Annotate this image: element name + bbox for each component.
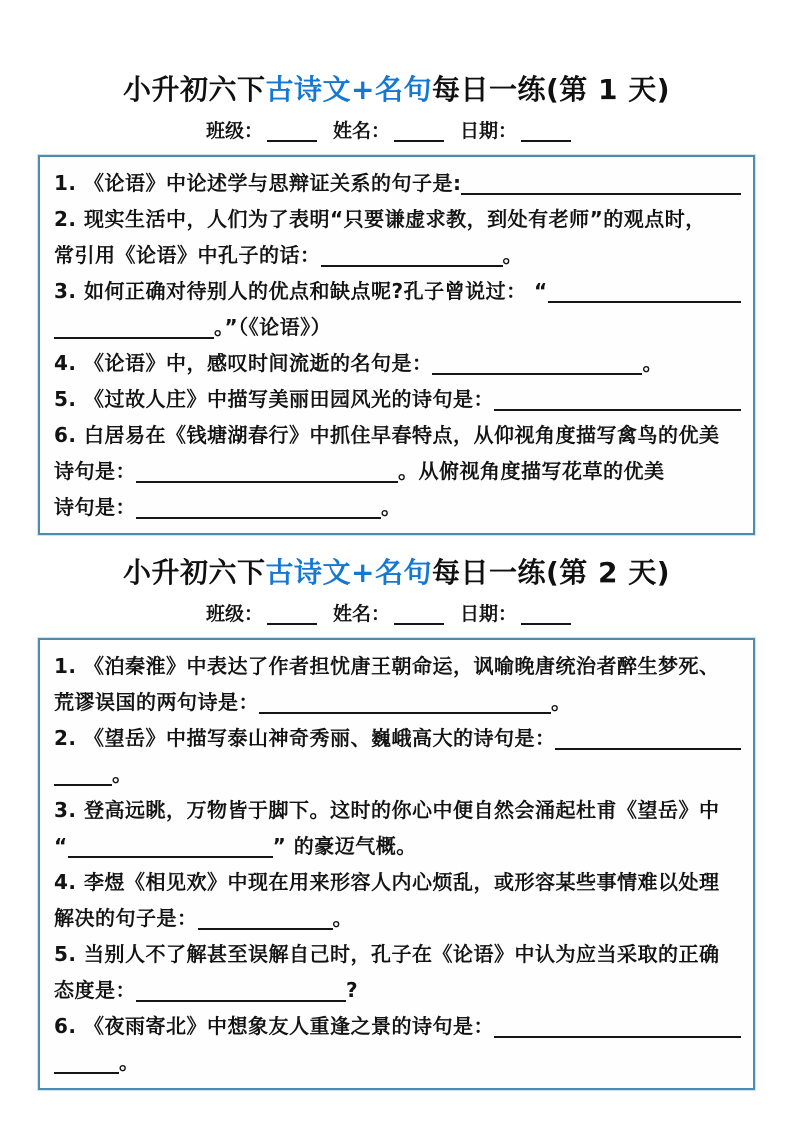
question-text: 2. 《望岳》中描写泰山神奇秀丽、巍峨高大的诗句是： [54, 726, 556, 750]
question-text: 。 [502, 243, 523, 267]
question-text: 4. 《论语》中，感叹时间流逝的名句是： [54, 351, 433, 375]
worksheet-day1 [38, 68, 755, 535]
question-text: 2. 现实生活中，人们为了表明“只要谦虚求教，到处有老师”的观点时， [54, 207, 706, 231]
name-blank [394, 619, 444, 625]
answer-blank [198, 924, 333, 930]
question-box-day1 [38, 155, 755, 535]
name-label: 姓名： [332, 120, 390, 142]
date-blank [521, 619, 571, 625]
question-line [54, 273, 741, 309]
question-text: 。 [112, 762, 133, 786]
question-line [54, 864, 741, 900]
question-text: 荒谬误国的两句诗是： [54, 690, 259, 714]
answer-blank [548, 297, 741, 303]
title-prefix: 小升初六下 [122, 73, 266, 106]
question-line [54, 165, 741, 201]
title-suffix: 每日一练(第 1 天) [431, 73, 671, 106]
question-text: 。 [119, 1050, 140, 1074]
question-text: 。 [381, 495, 402, 519]
answer-blank [136, 513, 381, 519]
title-highlight: 古诗文+名句 [265, 73, 432, 106]
question-line [54, 756, 741, 792]
answer-blank [555, 744, 741, 750]
answer-blank [54, 780, 112, 786]
student-info-line [38, 599, 755, 626]
question-text: 态度是： [54, 978, 136, 1002]
question-text: ” 的豪迈气概。 [272, 834, 417, 858]
question-line [54, 720, 741, 756]
question-text: 。”（《论语》） [214, 315, 332, 339]
question-line [54, 201, 741, 237]
question-box-day2 [38, 638, 755, 1090]
page-title-day1 [38, 68, 755, 108]
answer-blank [54, 333, 214, 339]
question-line [54, 936, 741, 972]
question-text: 4. 李煜《相见欢》中现在用来形容人内心烦乱，或形容某些事情难以处理 [54, 870, 720, 894]
title-highlight: 古诗文+名句 [265, 556, 432, 589]
question-text: ? [346, 978, 359, 1002]
question-line [54, 1044, 741, 1080]
question-line [54, 237, 741, 273]
question-line [54, 453, 741, 489]
date-label: 日期： [460, 120, 518, 142]
question-text: 3. 登高远眺，万物皆于脚下。这时的你心中便自然会涌起杜甫《望岳》中 [54, 798, 720, 822]
answer-blank [461, 189, 741, 195]
question-text: 。 [551, 690, 572, 714]
question-line [54, 381, 741, 417]
class-label: 班级： [205, 120, 263, 142]
question-text: “ [54, 834, 68, 858]
name-blank [394, 136, 444, 142]
answer-blank [432, 369, 642, 375]
answer-blank [136, 477, 398, 483]
question-text: 6. 《夜雨寄北》中想象友人重逢之景的诗句是： [54, 1014, 494, 1038]
question-text: 诗句是： [54, 495, 136, 519]
question-text: 。 [642, 351, 663, 375]
answer-blank [136, 996, 346, 1002]
class-blank [267, 619, 317, 625]
question-line [54, 792, 741, 828]
title-prefix: 小升初六下 [122, 556, 266, 589]
question-text: 5. 《过故人庄》中描写美丽田园风光的诗句是： [54, 387, 494, 411]
answer-blank [68, 852, 273, 858]
name-label: 姓名： [332, 603, 390, 625]
class-label: 班级： [205, 603, 263, 625]
date-label: 日期： [460, 603, 518, 625]
question-line [54, 900, 741, 936]
answer-blank [321, 261, 503, 267]
answer-blank [259, 708, 551, 714]
question-line [54, 1008, 741, 1044]
question-line [54, 972, 741, 1008]
question-text: 1. 《论语》中论述学与思辩证关系的句子是: [54, 171, 462, 195]
question-text: 解决的句子是： [54, 906, 198, 930]
question-text: 1. 《泊秦淮》中表达了作者担忧唐王朝命运，讽喻晚唐统治者醉生梦死、 [54, 654, 720, 678]
question-text: 3. 如何正确对待别人的优点和缺点呢?孔子曾说过： “ [54, 279, 548, 303]
question-text: 5. 当别人不了解甚至误解自己时，孔子在《论语》中认为应当采取的正确 [54, 942, 720, 966]
question-line [54, 648, 741, 684]
question-line [54, 345, 741, 381]
question-line [54, 489, 741, 525]
question-text: 。 [332, 906, 353, 930]
class-blank [267, 136, 317, 142]
date-blank [521, 136, 571, 142]
page-title-day2 [38, 551, 755, 591]
answer-blank [494, 1032, 741, 1038]
answer-blank [54, 1068, 119, 1074]
question-line [54, 684, 741, 720]
question-line [54, 417, 741, 453]
worksheet-day2 [38, 551, 755, 1090]
answer-blank [494, 405, 741, 411]
question-text: 6. 白居易在《钱塘湖春行》中抓住早春特点，从仰视角度描写禽鸟的优美 [54, 423, 720, 447]
title-suffix: 每日一练(第 2 天) [431, 556, 671, 589]
question-text: 。从俯视角度描写花草的优美 [398, 459, 665, 483]
student-info-line [38, 116, 755, 143]
question-line [54, 309, 741, 345]
question-text: 诗句是： [54, 459, 136, 483]
question-text: 常引用《论语》中孔子的话： [54, 243, 321, 267]
question-line [54, 828, 741, 864]
